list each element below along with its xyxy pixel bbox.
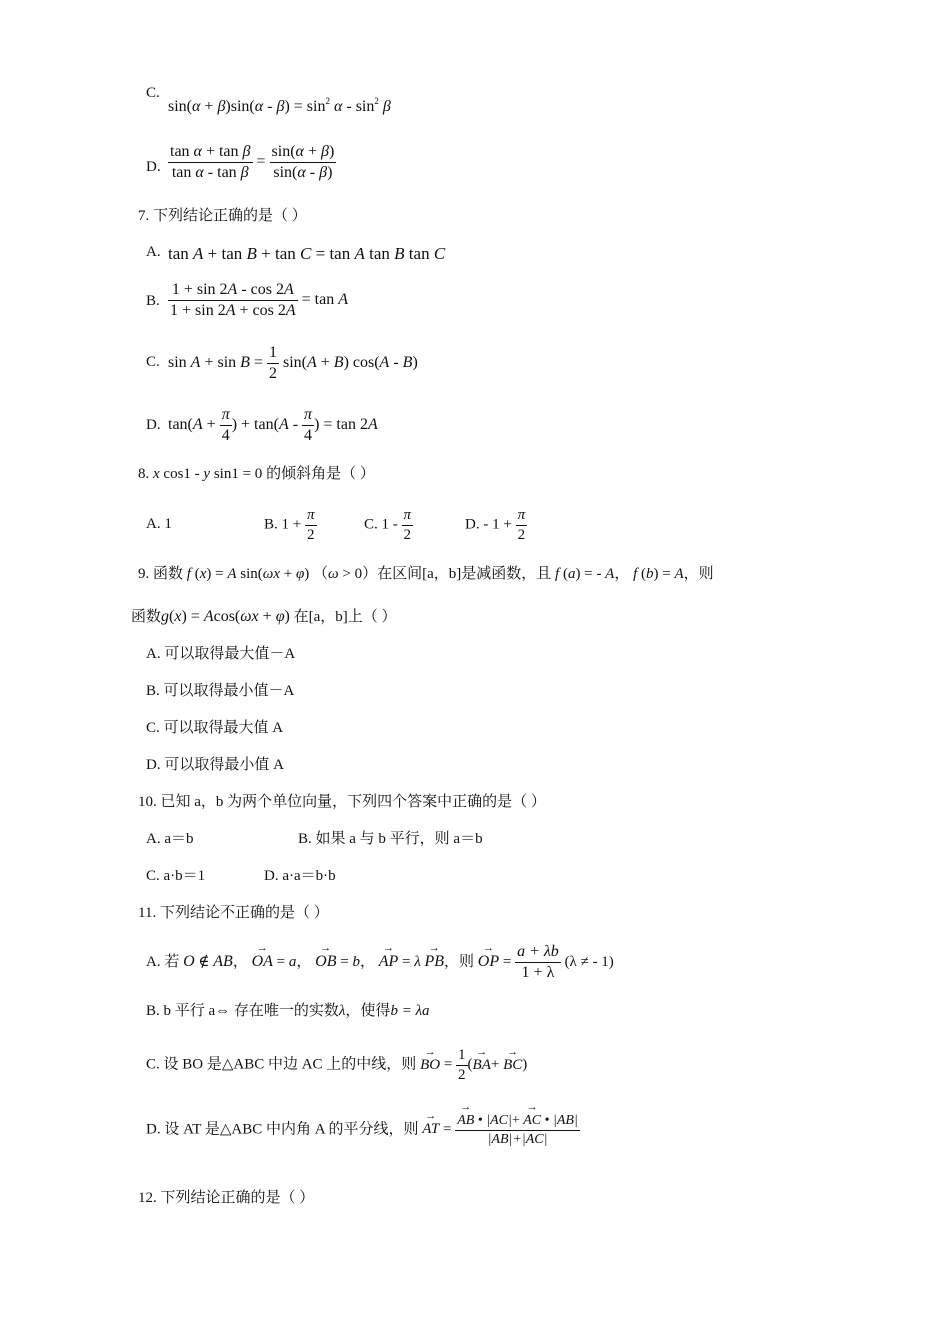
q6-d-lhs-num: tan α + tan β xyxy=(168,142,253,163)
q7-option-a-formula: tan A + tan B + tan C = tan A tan B tan C xyxy=(168,244,446,263)
q10-option-c: C. a·b＝1 xyxy=(146,868,206,884)
q6-d-lhs-den: tan α - tan β xyxy=(171,164,249,181)
q9-stem-line2: 函数g(x) = Acos(ωx + φ) 在[a，b]上（ ） xyxy=(131,608,397,625)
q6-option-c-formula: $\sin(\alpha + \beta)\sin(\alpha - \beta) = \sin^2 \alpha - \sin^2 \beta$ xyxy=(168,96,391,115)
q8-stem: 8. x cos1 - y sin1 = 0 的倾斜角是（ ） xyxy=(138,466,375,482)
q6-option-c-label: C. xyxy=(146,85,160,101)
q9-option-a: A. 可以取得最大值－A xyxy=(146,646,296,662)
q9-stem-line1: 9. 函数 f (x) = A sin(ωx + φ) （ω > 0）在区间[a，b]是减函数，且 f (a) = - A， f (b) = A，则 xyxy=(138,566,714,582)
q8-option-d: D. - 1 + $\frac{\pi}{2}$ xyxy=(465,507,526,543)
q11-option-d: D. 设 AT 是△ABC 中内角 A 的平分线，则 → AT = → $\frac{AB • |AC|+ \to AC • |AB|}{|AB|+|AC|}$ xyxy=(146,1112,580,1148)
q9-option-d: D. 可以取得最小值 A xyxy=(146,757,284,773)
q7-option-a-label: A. xyxy=(146,244,161,260)
q6-option-d-formula: $\frac{\text{tan α + tan β}}{\text{tan α - tan β}}$ = $\frac{\sin(\alpha + \beta)}{\sin(\alpha - \beta)}$ xyxy=(170,143,335,181)
q6-option-d-label: D. xyxy=(146,159,161,175)
q8-option-a: A. 1 xyxy=(146,516,172,532)
q10-option-d: D. a·a＝b·b xyxy=(264,868,336,884)
q6-d-rhs-den: sin(α - β) xyxy=(273,164,333,181)
q11-option-c: C. 设 BO 是△ABC 中边 AC 上的中线，则 → BO = $\frac{1}{2}$ (→ BA+ → BC) xyxy=(146,1046,527,1085)
q11-stem: 11. 下列结论不正确的是（ ） xyxy=(138,905,329,921)
q9-option-b: B. 可以取得最小值－A xyxy=(146,683,295,699)
q8-option-b: B. 1 + $\frac{\pi}{2}$ xyxy=(264,507,315,543)
q7-option-c-formula: sin A + sin B = $\frac{1}{2}$ sin(A + B) cos(A - B) xyxy=(168,344,418,382)
q6-d-rhs-num: sin(α + β) xyxy=(270,142,337,163)
q12-stem: 12. 下列结论正确的是（ ） xyxy=(138,1190,315,1206)
q7-option-c-label: C. xyxy=(146,354,160,370)
q10-option-a: A. a＝b xyxy=(146,831,194,847)
q7-option-d-label: D. xyxy=(146,417,161,433)
q7-option-d-formula: tan(A + $\frac{\pi}{4}$ ) + tan(A - $\frac{\pi}{4}$ ) = tan 2A xyxy=(168,406,378,444)
q11-option-a: A. 若 O ∉ AB， → OA = a， → OB = b， → AP = λ → PB，则 → OP = $\frac{a + \lambda b}{1 + \lambda}$ (λ ≠ - 1) xyxy=(146,942,614,983)
q10-option-b: B. 如果 a 与 b 平行，则 a＝b xyxy=(298,831,483,847)
q7-option-b-formula: $\frac{1 + \sin 2A - \cos 2A}{1 + \sin 2A + \cos 2A}$ = tan A xyxy=(170,281,348,319)
q9-option-c: C. 可以取得最大值 A xyxy=(146,720,284,736)
q11-option-b: B. b 平行 a⇔ 存在唯一的实数λ，使得b = λa xyxy=(146,1003,430,1019)
q7-stem: 7. 下列结论正确的是（ ） xyxy=(138,208,307,224)
q8-option-c: C. 1 - $\frac{\pi}{2}$ xyxy=(364,507,412,543)
q10-stem: 10. 已知 a，b 为两个单位向量，下列四个答案中正确的是（ ） xyxy=(138,794,546,810)
q7-option-b-label: B. xyxy=(146,293,160,309)
